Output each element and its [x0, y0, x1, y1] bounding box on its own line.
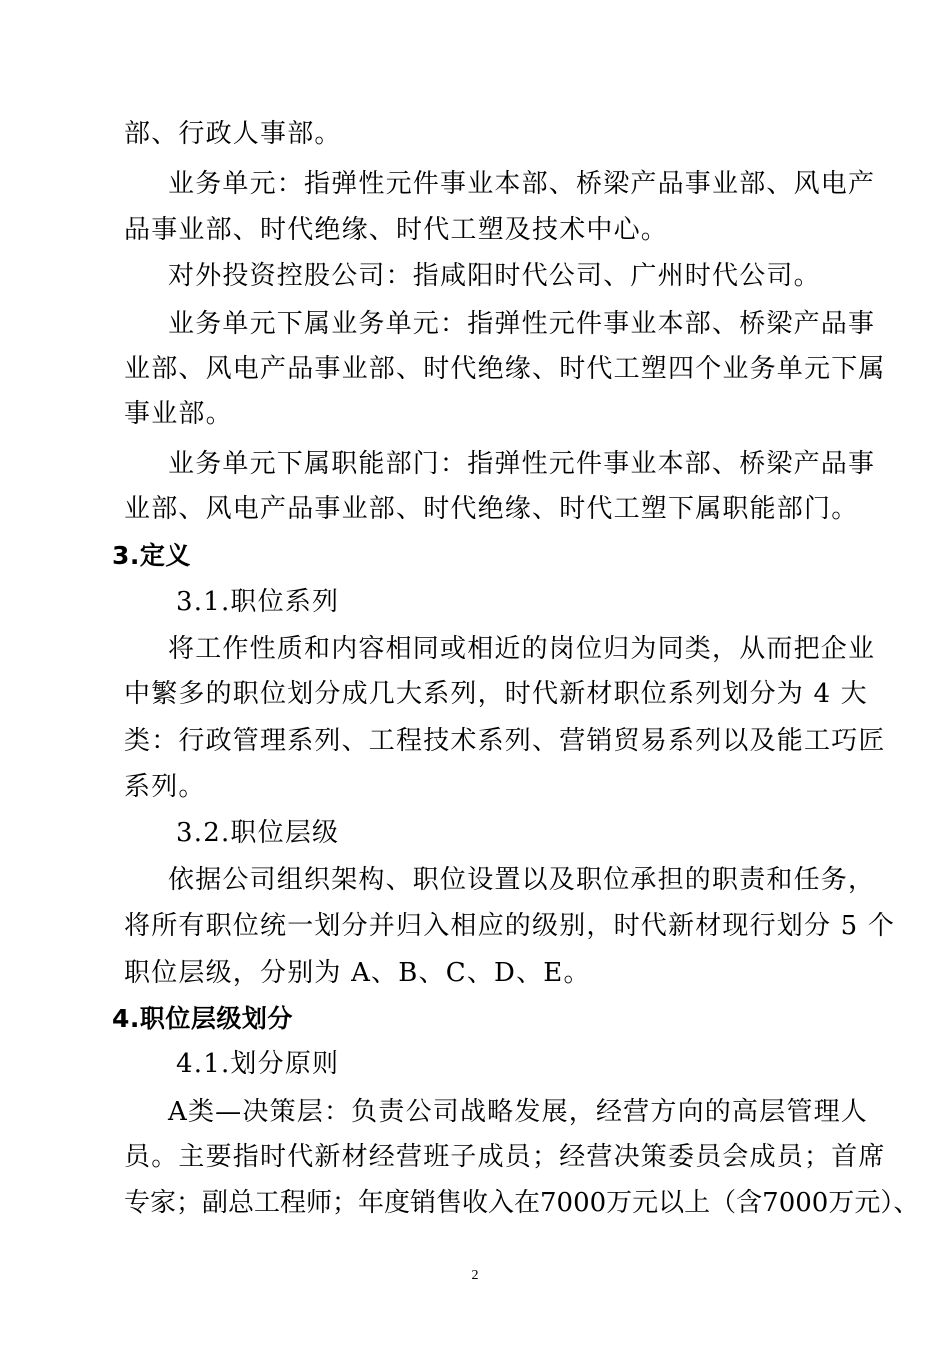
body-line: 业务单元：指弹性元件事业本部、桥梁产品事业部、风电产 [168, 169, 876, 199]
body-line: 员。主要指时代新材经营班子成员；经营决策委员会成员；首席 [124, 1142, 886, 1172]
body-line: 部、行政人事部。 [124, 119, 342, 149]
body-line: 业务单元下属职能部门：指弹性元件事业本部、桥梁产品事 [168, 449, 876, 479]
body-line: 对外投资控股公司：指咸阳时代公司、广州时代公司。 [168, 261, 821, 291]
body-line: 将所有职位统一划分并归入相应的级别，时代新材现行划分 5 个 [124, 911, 896, 941]
body-line: 业部、风电产品事业部、时代绝缘、时代工塑下属职能部门。 [124, 494, 859, 524]
body-line: 品事业部、时代绝缘、时代工塑及技术中心。 [124, 215, 669, 245]
body-line: 将工作性质和内容相同或相近的岗位归为同类，从而把企业 [168, 634, 876, 664]
body-line: 类：行政管理系列、工程技术系列、营销贸易系列以及能工巧匠 [124, 726, 886, 756]
body-line: 业部、风电产品事业部、时代绝缘、时代工塑四个业务单元下属 [124, 354, 886, 384]
body-line: 专家；副总工程师；年度销售收入在7000万元以上（含7000万元）、 [124, 1188, 920, 1218]
body-line: 依据公司组织架构、职位设置以及职位承担的职责和任务， [168, 865, 876, 895]
body-line: 系列。 [124, 772, 206, 802]
section-heading: 4.职位层级划分 [112, 1004, 293, 1033]
body-line: 职位层级，分别为 A、B、C、D、E。 [124, 958, 591, 988]
body-line: A类—决策层：负责公司战略发展，经营方向的高层管理人 [168, 1097, 868, 1127]
page-number: 2 [471, 1268, 479, 1283]
subsection-heading: 4.1.划分原则 [176, 1049, 340, 1079]
body-line: 业务单元下属业务单元：指弹性元件事业本部、桥梁产品事 [168, 309, 876, 339]
section-heading: 3.定义 [112, 541, 191, 570]
subsection-heading: 3.1.职位系列 [176, 587, 340, 617]
body-line: 事业部。 [124, 399, 233, 429]
body-line: 中繁多的职位划分成几大系列，时代新材职位系列划分为 4 大 [124, 679, 868, 709]
subsection-heading: 3.2.职位层级 [176, 818, 340, 848]
